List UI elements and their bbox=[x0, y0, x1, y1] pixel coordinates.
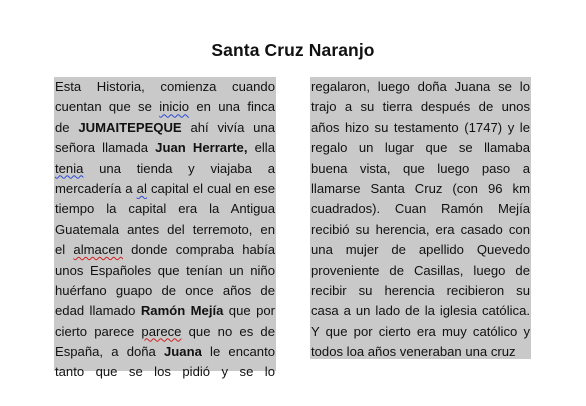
text-run: cuentan que se bbox=[55, 99, 160, 115]
text-run: ella bbox=[247, 140, 275, 156]
text-line: regalo un lugar que se llamaba bbox=[311, 140, 530, 156]
text-line: recibió su herencia, era casado con bbox=[311, 221, 530, 237]
text-line: todos loa años veneraban una cruz bbox=[311, 344, 516, 360]
text-run: Esta Historia, comienza cuando bbox=[55, 79, 275, 94]
text-run: tanto que se los pidió y se lo bbox=[55, 364, 275, 380]
grammar-flagged-word: tenia bbox=[55, 160, 84, 176]
text-line bbox=[55, 301, 275, 321]
left-text-column[interactable] bbox=[54, 77, 276, 380]
text-run: España, a doña bbox=[55, 344, 165, 360]
right-text-column[interactable] bbox=[310, 77, 531, 359]
text-line bbox=[55, 322, 275, 342]
text-run: unos Españoles que tenían un niño bbox=[55, 262, 275, 278]
text-line bbox=[55, 159, 275, 179]
text-line: una mujer de apellido Quevedo bbox=[311, 242, 530, 258]
text-run: le encanto bbox=[201, 344, 275, 360]
text-run: huérfano guapo de once años de bbox=[55, 282, 275, 298]
text-run: tiempo la capital era la Antigua bbox=[55, 201, 275, 217]
text-run: cierto parece bbox=[55, 323, 142, 339]
text-line: años hizo su testamento (1747) y le bbox=[311, 119, 530, 135]
text-line bbox=[55, 362, 275, 382]
text-run: una tienda y viajaba a bbox=[83, 160, 275, 176]
spelling-flagged-word: parece bbox=[141, 323, 182, 339]
text-run: señora llamada bbox=[55, 140, 156, 156]
bold-text: JUMAITEPEQUE bbox=[78, 119, 182, 135]
text-line bbox=[55, 97, 275, 117]
text-line: proveniente de Casillas, luego de bbox=[311, 262, 530, 278]
bold-text: Juan Herrarte, bbox=[155, 140, 248, 156]
text-line bbox=[55, 342, 275, 362]
text-line: trajo a su tierra después de unos bbox=[311, 99, 530, 115]
text-run: que no es de bbox=[181, 323, 275, 339]
grammar-flagged-word: al bbox=[136, 180, 147, 196]
text-line bbox=[55, 199, 275, 219]
text-run: donde compraba había bbox=[122, 242, 275, 258]
text-line bbox=[55, 281, 275, 301]
text-line: buena vista, que luego paso a bbox=[311, 160, 530, 176]
document-title: Santa Cruz Naranjo bbox=[211, 40, 375, 60]
text-run: el bbox=[55, 242, 74, 258]
text-line: cuadrados). Cuan Ramón Mejía bbox=[311, 201, 530, 217]
text-line bbox=[55, 220, 275, 240]
text-line: recibir su herencia recibieron su bbox=[311, 282, 530, 298]
text-line bbox=[55, 179, 275, 199]
text-run: mercadería a bbox=[55, 180, 137, 196]
text-run: en una finca bbox=[189, 99, 275, 115]
text-line bbox=[55, 138, 275, 158]
spelling-flagged-word: almacen bbox=[73, 242, 123, 258]
text-line: casa a un lado de la iglesia católica. bbox=[311, 303, 530, 319]
grammar-flagged-word: inicio bbox=[159, 99, 190, 115]
text-line bbox=[55, 240, 275, 260]
bold-text: Ramón Mejía bbox=[140, 303, 224, 319]
text-line bbox=[55, 118, 275, 138]
text-line bbox=[55, 261, 275, 281]
text-run: capital el cual en ese bbox=[146, 180, 275, 196]
text-run: ahí vivía una bbox=[181, 119, 275, 135]
text-run: que por bbox=[223, 303, 275, 319]
text-line: llamarse Santa Cruz (con 96 km bbox=[311, 180, 530, 196]
text-line: Y que por cierto era muy católico y bbox=[311, 323, 530, 339]
bold-text: Juana bbox=[164, 344, 202, 360]
text-line: regalaron, luego doña Juana se lo bbox=[311, 79, 530, 94]
text-line bbox=[55, 77, 275, 97]
text-run: de bbox=[55, 119, 79, 135]
text-run: edad llamado bbox=[55, 303, 141, 319]
text-run: Guatemala antes del terremoto, en bbox=[55, 221, 275, 237]
